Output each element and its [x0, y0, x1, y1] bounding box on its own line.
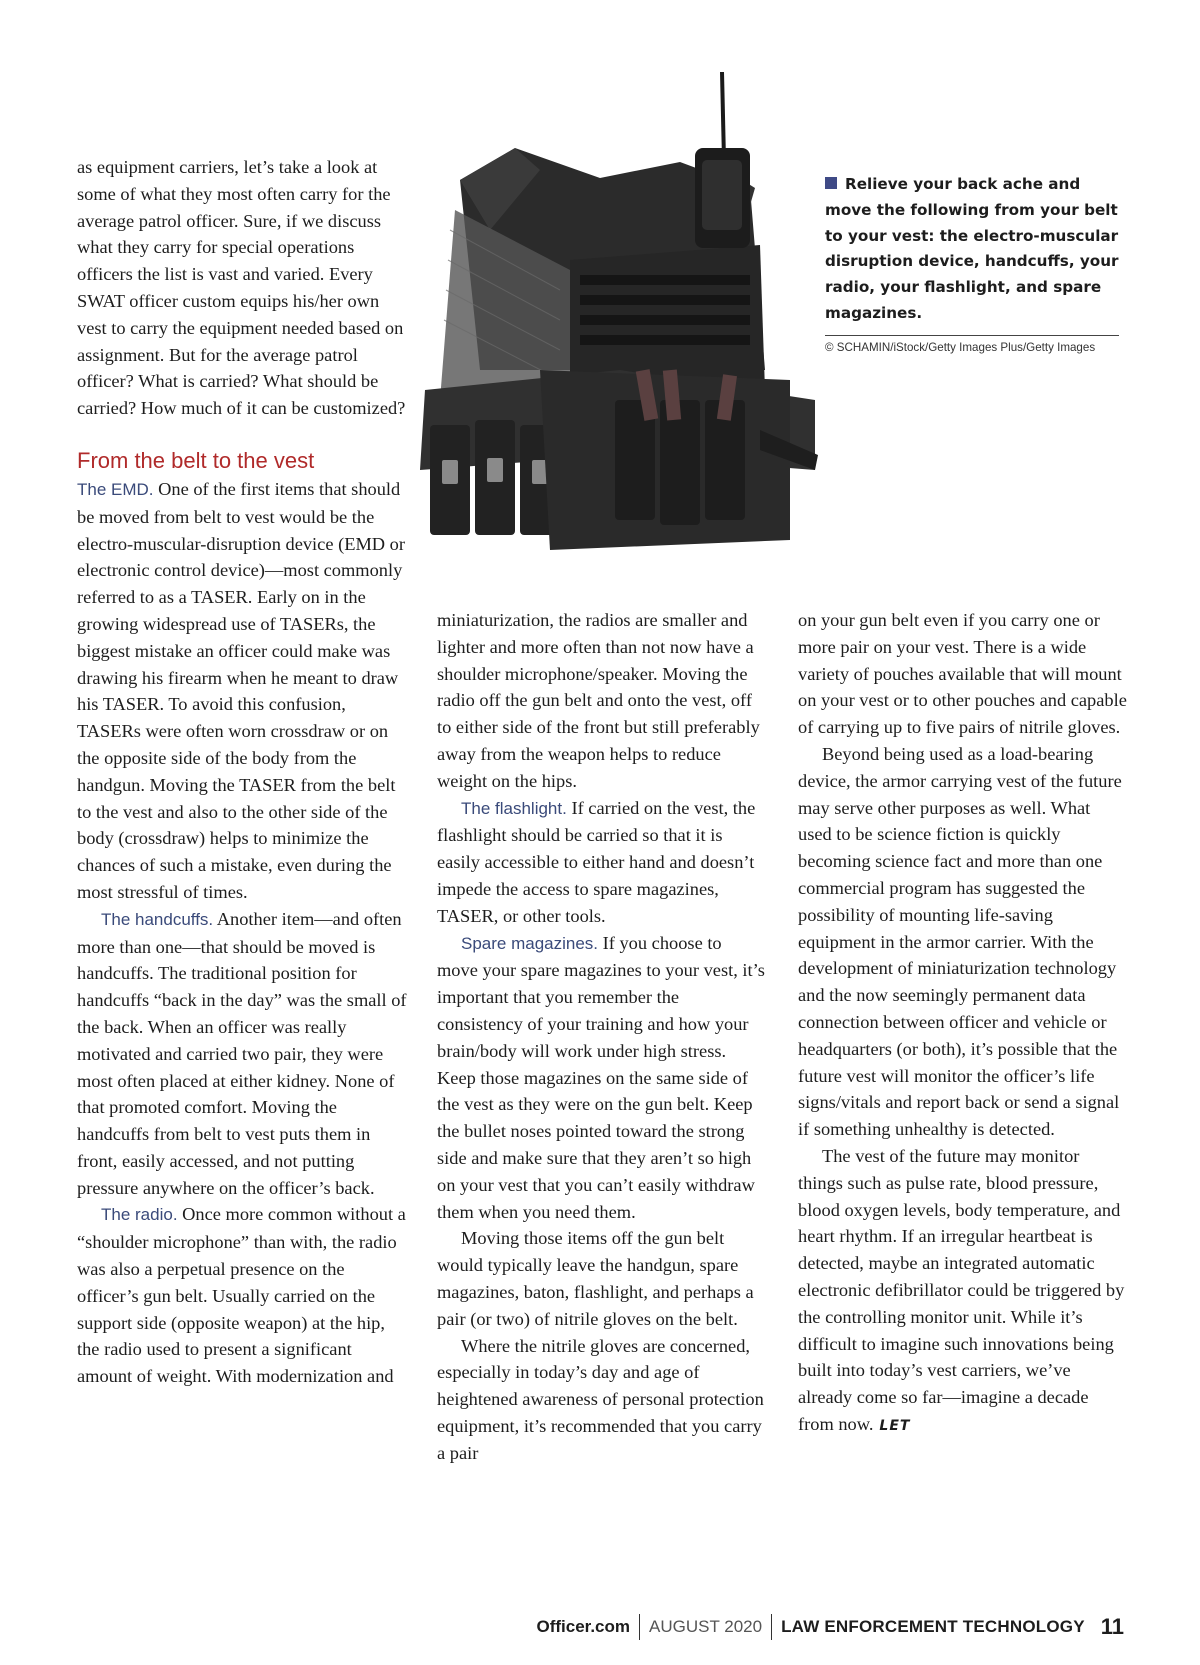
article-column-1 — [77, 154, 407, 1390]
paragraph: miniaturization, the radios are smaller and lighter and more often than not now have a shoulder microphone/speaker. Moving the radio off the gun belt and onto the vest, off to either side of the front but still preferably away from the weapon helps to reduce weight on the hips. — [437, 610, 760, 791]
paragraph: on your gun belt even if you carry one or more pair on your vest. There is a wide variety of pouches available that will mount on your vest or to other pouches and capable of carrying up to five pairs of nitrile gloves. — [798, 610, 1127, 738]
paragraph-flashlight: The flashlight. If carried on the vest, the flashlight should be carried so that it is easily accessible to either hand and doesn’t impede the access to spare magazines, TASER, or other tools. — [437, 797, 756, 926]
photo-credit: © SCHAMIN/iStock/Getty Images Plus/Getty Images — [825, 341, 1096, 354]
footer-divider — [639, 1614, 640, 1640]
paragraph-magazines: Spare magazines. If you choose to move your spare magazines to your vest, it’s important that you remember the consistency of your training and how your brain/body will work under high stress. Keep those magazines on the same side of the vest as they were on the gun belt. Keep the bullet noses pointed toward the strong side and make sure that they aren’t so high on your vest that you can’t easily withdraw them when you need them. — [437, 932, 765, 1222]
caption-bullet-square — [825, 177, 837, 189]
paragraph-emd: The EMD. One of the first items that should be moved from belt to vest would be the electro-muscular-disruption device (EMD or electronic control device)—most commonly referred to as a TASER. Early on in the growing widespread use of TASERs, the biggest mistake an officer could make was drawing his firearm when he meant to draw his TASER. To avoid this confusion, TASERs were often worn crossdraw or on the opposite side of the body from the handgun. Moving the TASER from the belt to the vest and also to the other side of the body (crossdraw) helps to minimize the chances of such a mistake, even during the most stressful of times. — [77, 478, 405, 902]
photo-caption: Relieve your back ache and move the following from your belt to your vest: the electro-muscular disruption device, handcuffs, your radio, your flashlight, and spare magazines. — [825, 175, 1119, 322]
paragraph-radio: The radio. Once more common without a “shoulder microphone” than with, the radio was also a perpetual presence on the officer’s gun belt. Usually carried on the support side (opposite weapon) at the hip, the radio used to present a significant amount of weight. With modernization and — [77, 1204, 406, 1387]
footer-date: AUGUST 2020 — [649, 1617, 763, 1636]
article-column-2 — [437, 607, 767, 1467]
paragraph: as equipment carriers, let’s take a look at some of what they most often carry for the average patrol officer. Sure, if we discuss what they carry for special operations officers the list is vast and varied. Every SWAT officer custom equips his/her own vest to carry the equipment needed based on assignment. But for the average patrol officer? What is carried? What should be carried? How much of it can be customized? — [77, 157, 406, 419]
footer-divider — [771, 1614, 772, 1640]
end-mark-logo: LET — [879, 1417, 911, 1434]
paragraph: Moving those items off the gun belt would typically leave the handgun, spare magazines, baton, flashlight, and perhaps a pair (or two) of nitrile gloves on the belt. — [437, 1228, 754, 1329]
paragraph-handcuffs: The handcuffs. Another item—and often more than one—that should be moved is handcuffs. The traditional position for handcuffs “back in the day” was the small of the back. When an officer was really motivated and carried two pair, they were most often placed at either kidney. None of that promoted comfort. Moving the handcuffs from belt to vest puts them in front, easily accessed, and not putting pressure anywhere on the officer’s back. — [77, 908, 407, 1198]
run-in-heading: The EMD. — [77, 479, 154, 499]
run-in-heading: Spare magazines. — [461, 933, 599, 953]
caption-rule — [825, 335, 1119, 336]
footer-magazine: LAW ENFORCEMENT TECHNOLOGY — [781, 1617, 1085, 1636]
paragraph-final: The vest of the future may monitor things such as pulse rate, blood pressure, blood oxygen levels, body temperature, and heart rhythm. If an irregular heartbeat is detected, maybe an integrated automatic electronic defibrillator could be triggered by the controlling monitor unit. While it’s difficult to imagine such innovations being built into today’s vest carriers, we’ve already come so far—imagine a decade from now. LET — [798, 1145, 1125, 1434]
page-footer — [536, 1612, 1124, 1642]
run-in-heading: The radio. — [101, 1205, 178, 1225]
tactical-vest-photo — [420, 70, 820, 600]
run-in-heading: The handcuffs. — [101, 909, 214, 929]
footer-site: Officer.com — [536, 1617, 631, 1636]
page-number: 11 — [1100, 1614, 1124, 1639]
section-heading: From the belt to the vest — [77, 447, 315, 473]
run-in-heading: The flashlight. — [461, 798, 567, 818]
paragraph: Where the nitrile gloves are concerned, especially in today’s day and age of heightened awareness of personal protection equipment, it’s recommended that you carry a pair — [437, 1335, 764, 1463]
paragraph: Beyond being used as a load-bearing device, the armor carrying vest of the future may serve other purposes as well. What used to be science fiction is quickly becoming science fact and more than one commercial program has suggested the possibility of mounting life-saving equipment in the armor carrier. With the development of miniaturization technology and the now seemingly permanent data connection between officer and vehicle or headquarters (or both), it’s possible that the future vest will monitor the officer’s life signs/vitals and report back or send a signal if something unhealthy is detected. — [798, 743, 1122, 1140]
article-column-3 — [798, 607, 1128, 1440]
